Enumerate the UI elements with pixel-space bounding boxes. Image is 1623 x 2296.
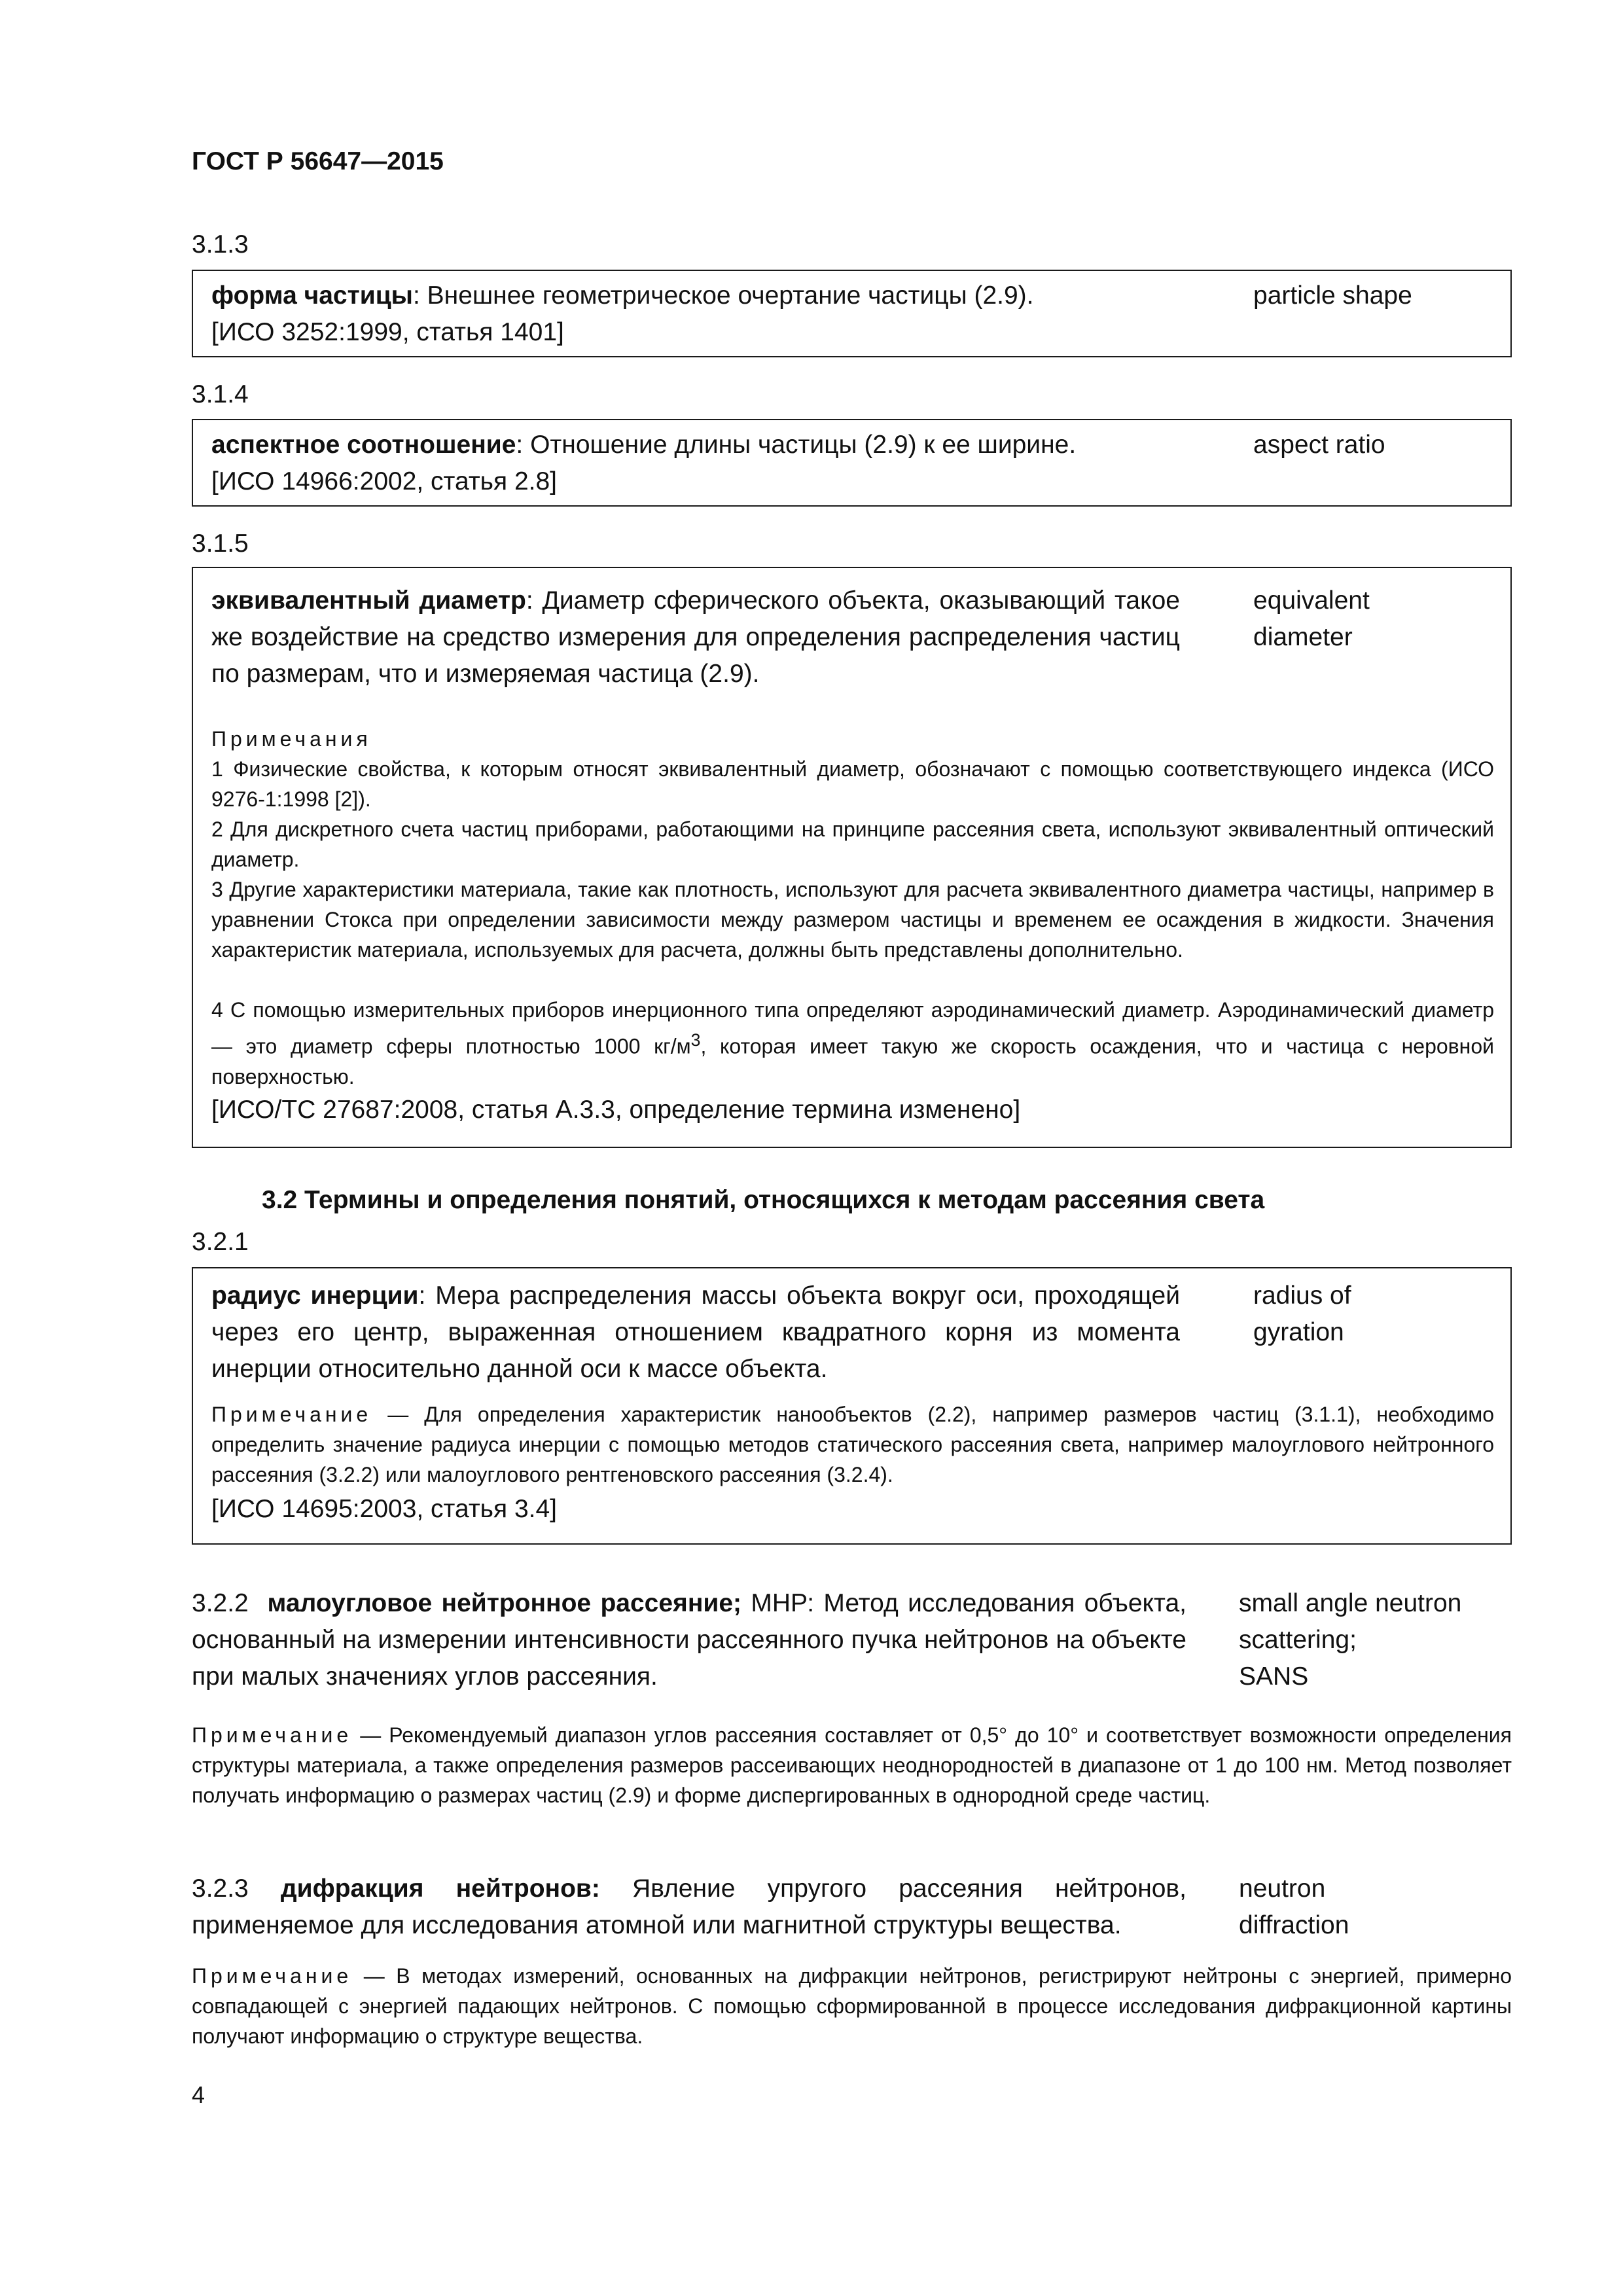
note-1: 1 Физические свойства, к которым относят эквивалентный диаметр, обозначают с помощью соответствующего индекса (ИСО 9276-1:1998 [2]). (211, 757, 1494, 811)
note-4-superscript: 3 (690, 1030, 701, 1050)
term-english-line-1: neutron (1239, 1874, 1326, 1903)
term-english (1253, 583, 1370, 656)
note-2: 2 Для дискретного счета частиц приборами, работающими на принципе рассеяния света, используют эквивалентный оптический диаметр. (211, 817, 1494, 871)
note-text: — В методах измерений, основанных на дифракции нейтронов, регистрируют нейтроны с энергией, примерно совпадающей с энергией падающих нейтронов. С помощью сформированной в процессе исследования дифракционной картины получают информацию о структуре вещества. (192, 1964, 1512, 2048)
term-english: aspect ratio (1253, 431, 1385, 459)
term-english: particle shape (1253, 281, 1412, 310)
term-box-3-1-3 (192, 270, 1512, 357)
note-label: Примечание (192, 1723, 353, 1747)
term-definition-text: МНР: Метод исследования объекта, основанный на измерении интенсивности рассеянного пучка нейтронов на объекте при малых значениях углов рассеяния. (192, 1589, 1186, 1691)
term-name: аспектное соотношение (211, 431, 516, 459)
term-number-3-2-1: 3.2.1 (192, 1228, 249, 1256)
term-box-3-1-5 (192, 567, 1512, 1148)
term-source: [ИСО/ТС 27687:2008, статья А.3.3, определение термина изменено] (211, 1096, 1021, 1124)
term-english-line-2: gyration (1253, 1318, 1344, 1346)
note-4-text-b: , которая имеет такую же скорость осаждения, что и частица с неровной поверхностью. (211, 1034, 1495, 1088)
note-text: — Рекомендуемый диапазон углов рассеяния составляет от 0,5° до 10° и соответствует возможности определения структуры материала, а также определения размеров рассеивающих неоднородностей в диапазоне от 1 до 100 нм. Метод позволяет получать информацию о размерах частиц (2.9) и форме диспергированных в однородной среде частиц. (192, 1723, 1512, 1807)
notes-label: Примечания (211, 727, 372, 751)
term-source: [ИСО 14695:2003, статья 3.4] (211, 1495, 558, 1523)
term-definition-text: : Внешнее геометрическое очертание частицы (2.9). (412, 281, 1034, 310)
term-number-3-1-3: 3.1.3 (192, 230, 249, 259)
term-name: эквивалентный диаметр (211, 586, 526, 615)
term-3-2-3 (192, 1871, 1186, 1944)
note-3: 3 Другие характеристики материала, такие как плотность, используют для расчета эквивалентного диаметра частицы, например в уравнении Стокса при определении зависимости между размером частицы и временем ее осаждения в жидкости. Значения характеристик материала, используемых для расчета, должны быть представлены дополнительно. (211, 878, 1494, 961)
term-source: [ИСО 3252:1999, статья 1401] (211, 318, 564, 346)
term-definition (211, 427, 1180, 463)
term-definition-text: : Диаметр сферического объекта, оказывающий такое же воздействие на средство измерения для определения распределения частиц по размерам, что и измеряемая частица (2.9). (211, 586, 1180, 688)
note-4 (211, 995, 1494, 1092)
term-definition (211, 583, 1180, 692)
term-english-line-2: diameter (1253, 623, 1353, 651)
term-number-3-1-4: 3.1.4 (192, 380, 249, 408)
note-text: — Для определения характеристик нанообъектов (2.2), например размеров частиц (3.1.1), необходимо определить значение радиуса инерции с помощью методов статического рассеяния света, например малоуглового нейтронного рассеяния (3.2.2) или малоуглового рентгеновского рассеяния (3.2.4). (211, 1403, 1494, 1486)
note-4-text-a: 4 С помощью измерительных приборов инерционного типа определяют аэродинамический диаметр. Аэродинамический диаметр — это диаметр сферы плотностью 1000 кг/м (211, 998, 1494, 1058)
term-english-3-2-2 (1239, 1585, 1461, 1695)
term-note-3-2-2 (192, 1720, 1512, 1810)
term-english-line-2: diffraction (1239, 1911, 1349, 1939)
term-english-line-1: small angle neutron (1239, 1589, 1462, 1617)
document-header: ГОСТ Р 56647—2015 (192, 147, 444, 175)
term-definition-text: : Отношение длины частицы (2.9) к ее ширине. (516, 431, 1077, 459)
term-box-3-1-4 (192, 419, 1512, 507)
term-name: дифракция нейтронов: (280, 1874, 600, 1903)
term-number: 3.2.3 (192, 1874, 249, 1903)
term-definition-text: Явление упругого рассеяния нейтронов, применяемое для исследования атомной или магнитной структуры вещества. (192, 1874, 1186, 1939)
term-english-line-3: SANS (1239, 1662, 1309, 1691)
term-note-3-2-3 (192, 1961, 1512, 2051)
term-name: радиус инерции (211, 1282, 419, 1310)
term-english-line-2: scattering; (1239, 1626, 1357, 1654)
term-3-2-2 (192, 1585, 1186, 1695)
term-note (211, 1399, 1494, 1490)
term-number: 3.2.2 (192, 1589, 249, 1617)
term-definition-text: : Мера распределения массы объекта вокруг оси, проходящей через его центр, выраженная отношением квадратного корня из момента инерции относительно данной оси к массе объекта. (211, 1282, 1180, 1383)
page-number: 4 (192, 2081, 205, 2108)
term-number-3-1-5: 3.1.5 (192, 529, 249, 558)
term-definition (211, 1278, 1180, 1388)
term-box-3-2-1 (192, 1267, 1512, 1545)
term-definition (211, 278, 1180, 314)
note-label: Примечание (192, 1964, 353, 1988)
term-name: малоугловое нейтронное рассеяние; (267, 1589, 742, 1617)
section-title-3-2: 3.2 Термины и определения понятий, относящихся к методам рассеяния света (262, 1186, 1265, 1214)
term-english (1253, 1278, 1351, 1351)
term-name: форма частицы (211, 281, 413, 310)
term-source: [ИСО 14966:2002, статья 2.8] (211, 467, 558, 495)
term-english-3-2-3 (1239, 1871, 1349, 1944)
term-english-line-1: radius of (1253, 1282, 1351, 1310)
note-label: Примечание (211, 1403, 372, 1426)
term-english-line-1: equivalent (1253, 586, 1370, 615)
